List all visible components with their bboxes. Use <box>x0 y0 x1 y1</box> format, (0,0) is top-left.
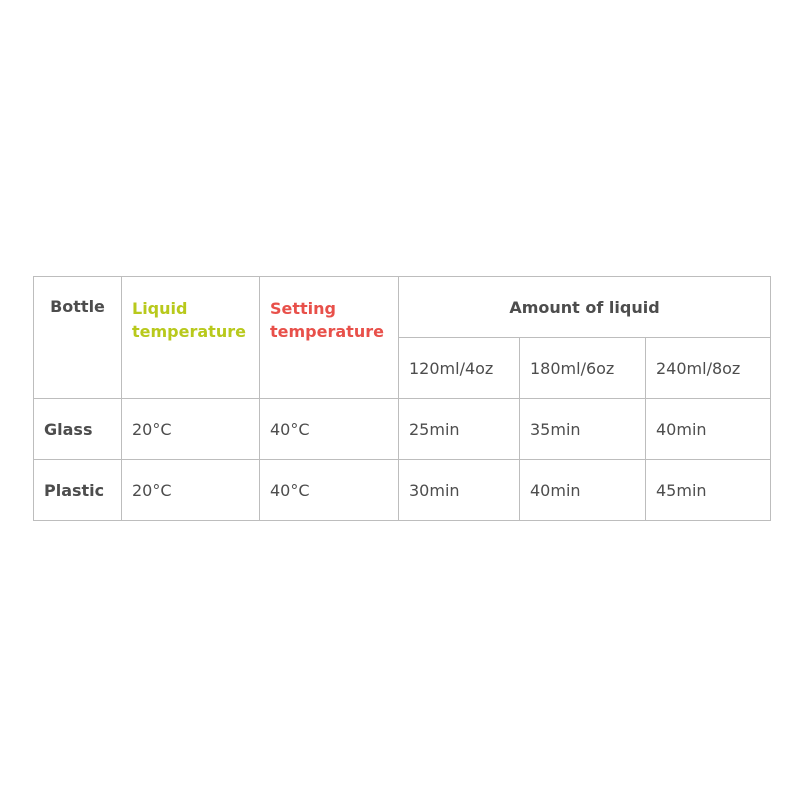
header-size-180ml: 180ml/6oz <box>520 338 646 399</box>
cell-glass-time-240ml: 40min <box>646 399 771 460</box>
warming-time-table-container <box>33 276 770 521</box>
cell-plastic-time-120ml: 30min <box>399 460 520 521</box>
header-liquid-temperature: Liquid temperature <box>122 277 260 399</box>
header-bottle: Bottle <box>34 277 122 399</box>
table-header-row-1 <box>34 277 771 338</box>
header-size-240ml: 240ml/8oz <box>646 338 771 399</box>
table-row-glass <box>34 399 771 460</box>
table-row-plastic <box>34 460 771 521</box>
cell-plastic-time-180ml: 40min <box>520 460 646 521</box>
cell-plastic-liquid-temperature: 20°C <box>122 460 260 521</box>
cell-glass-time-120ml: 25min <box>399 399 520 460</box>
row-label-plastic: Plastic <box>34 460 122 521</box>
header-setting-temperature: Setting temperature <box>260 277 399 399</box>
cell-glass-liquid-temperature: 20°C <box>122 399 260 460</box>
header-amount-of-liquid: Amount of liquid <box>399 277 771 338</box>
cell-glass-setting-temperature: 40°C <box>260 399 399 460</box>
warming-time-table <box>33 276 771 521</box>
header-size-120ml: 120ml/4oz <box>399 338 520 399</box>
row-label-glass: Glass <box>34 399 122 460</box>
cell-plastic-setting-temperature: 40°C <box>260 460 399 521</box>
cell-glass-time-180ml: 35min <box>520 399 646 460</box>
cell-plastic-time-240ml: 45min <box>646 460 771 521</box>
